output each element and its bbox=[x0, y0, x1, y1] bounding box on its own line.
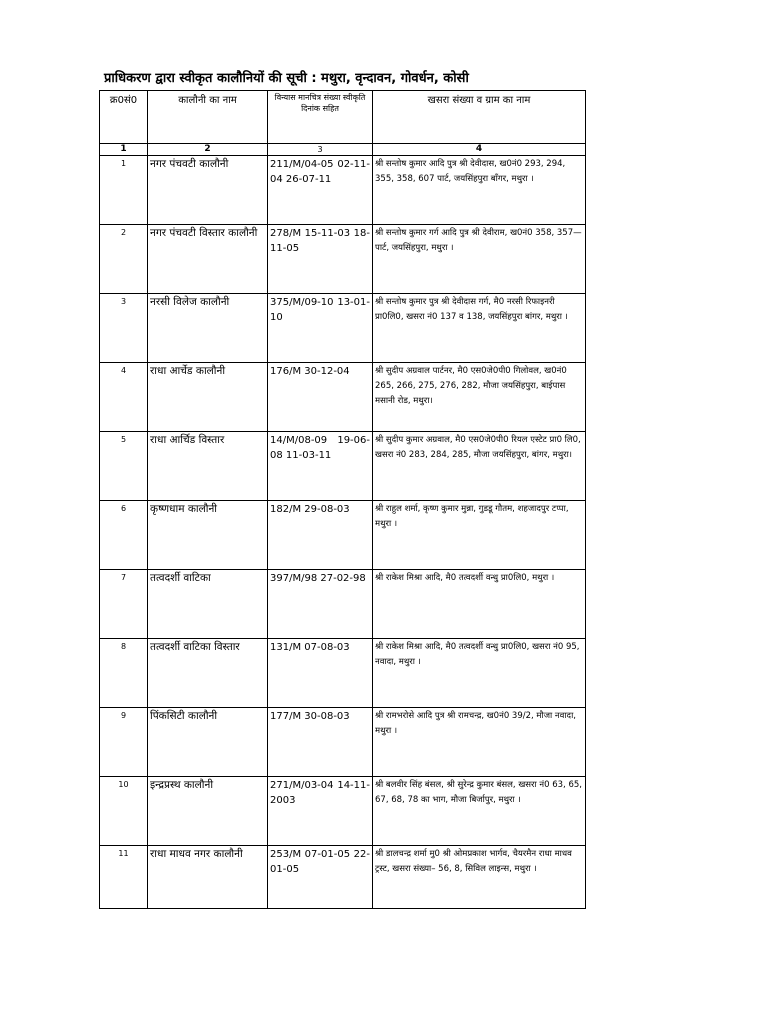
serial-number-cell: 8 bbox=[100, 639, 148, 708]
layout-approval-cell: 14/M/08-09 19-06-08 11-03-11 bbox=[268, 432, 373, 501]
column-number: 4 bbox=[373, 144, 586, 156]
page-title: प्राधिकरण द्वारा स्वीकृत कालौनियों की सूची : मथुरा, वृन्दावन, गोवर्धन, कोसी bbox=[104, 71, 469, 86]
column-number: 1 bbox=[100, 144, 148, 156]
column-number: 3 bbox=[268, 144, 373, 156]
header-khasra: खसरा संख्या व ग्राम का नाम bbox=[373, 91, 586, 144]
colony-name-cell: नरसी विलेज कालौनी bbox=[148, 294, 268, 363]
layout-approval-cell: 278/M 15-11-03 18-11-05 bbox=[268, 225, 373, 294]
table-row bbox=[100, 225, 586, 294]
khasra-village-cell: श्री राहुल शर्मा, कृष्ण कुमार मुन्ना, गुडडू गौतम, शहजादपुर टप्पा, मथुरा । bbox=[373, 501, 586, 570]
layout-approval-cell: 177/M 30-08-03 bbox=[268, 708, 373, 777]
colony-name-cell: राधा माधव नगर कालौनी bbox=[148, 846, 268, 909]
header-layout: विन्यास मानचित्र संख्या स्वीकृति दिनांक सहित bbox=[268, 91, 373, 144]
table-row bbox=[100, 363, 586, 432]
column-number-row bbox=[100, 144, 586, 156]
serial-number-cell: 9 bbox=[100, 708, 148, 777]
layout-approval-cell: 397/M/98 27-02-98 bbox=[268, 570, 373, 639]
table-row bbox=[100, 708, 586, 777]
colony-name-cell: कृष्णधाम कालौनी bbox=[148, 501, 268, 570]
colony-name-cell: राधा आर्चेड कालौनी bbox=[148, 363, 268, 432]
layout-approval-cell: 375/M/09-10 13-01-10 bbox=[268, 294, 373, 363]
khasra-village-cell: श्री सुदीप अग्रवाल पार्टनर, मै0 एस0जे0पी0 गिलोवल, ख0नं0 265, 266, 275, 276, 282, मौजा जयसिंहपुरा, बाईपास मसानी रोड, मथुरा। bbox=[373, 363, 586, 432]
layout-approval-cell: 271/M/03-04 14-11-2003 bbox=[268, 777, 373, 846]
khasra-village-cell: श्री राकेश मिश्रा आदि, मै0 तत्वदर्शी वन्धु प्रा0लि0, मथुरा । bbox=[373, 570, 586, 639]
serial-number-cell: 7 bbox=[100, 570, 148, 639]
khasra-village-cell: श्री सन्तोष कुमार गर्ग आदि पुत्र श्री देवीराम, ख0नं0 358, 357—पार्ट, जयसिंहपुरा, मथुरा । bbox=[373, 225, 586, 294]
khasra-village-cell: श्री राकेश मिश्रा आदि, मै0 तत्वदर्शी वन्धु प्रा0लि0, खसरा नं0 95, नवादा, मथुरा । bbox=[373, 639, 586, 708]
column-number: 2 bbox=[148, 144, 268, 156]
colony-name-cell: तत्वदर्शी वाटिका विस्तार bbox=[148, 639, 268, 708]
colony-name-cell: पिंकसिटी कालौनी bbox=[148, 708, 268, 777]
table-row bbox=[100, 846, 586, 909]
serial-number-cell: 10 bbox=[100, 777, 148, 846]
table-row bbox=[100, 639, 586, 708]
layout-approval-cell: 211/M/04-05 02-11-04 26-07-11 bbox=[268, 156, 373, 225]
header-row bbox=[100, 91, 586, 144]
khasra-village-cell: श्री सन्तोष कुमार आदि पुत्र श्री देवीदास, ख0नं0 293, 294, 355, 358, 607 पार्ट, जयसिंहपुरा बॉंगर, मथुरा । bbox=[373, 156, 586, 225]
header-name: कालौनी का नाम bbox=[148, 91, 268, 144]
table-row bbox=[100, 432, 586, 501]
serial-number-cell: 2 bbox=[100, 225, 148, 294]
table-row bbox=[100, 156, 586, 225]
header-sno: क्र0सं0 bbox=[100, 91, 148, 144]
table-row bbox=[100, 294, 586, 363]
serial-number-cell: 4 bbox=[100, 363, 148, 432]
layout-approval-cell: 253/M 07-01-05 22-01-05 bbox=[268, 846, 373, 909]
colony-name-cell: नगर पंचवटी विस्तार कालौनी bbox=[148, 225, 268, 294]
colony-name-cell: तत्वदर्शी वाटिका bbox=[148, 570, 268, 639]
table-row bbox=[100, 501, 586, 570]
table-row bbox=[100, 777, 586, 846]
khasra-village-cell: श्री सन्तोष कुमार पुत्र श्री देवीदास गर्ग, मै0 नरसी रिफाइनरी प्रा0लि0, खसरा नं0 137 व 138, जयसिंहपुरा बांगर, मथुरा । bbox=[373, 294, 586, 363]
khasra-village-cell: श्री बलवीर सिंह बंसल, श्री सुरेन्द्र कुमार बंसल, खसरा नं0 63, 65, 67, 68, 78 का भाग, मौजा बिर्जापुर, मथुरा । bbox=[373, 777, 586, 846]
khasra-village-cell: श्री सुदीप कुमार अग्रवाल, मै0 एस0जे0पी0 रियल एस्टेट प्रा0 लि0, खसरा नं0 283, 284, 285, मौजा जयसिंहपुरा, बांगर, मथुरा। bbox=[373, 432, 586, 501]
layout-approval-cell: 176/M 30-12-04 bbox=[268, 363, 373, 432]
serial-number-cell: 5 bbox=[100, 432, 148, 501]
khasra-village-cell: श्री रामभरोसे आदि पुत्र श्री रामचन्द्र, ख0नं0 39/2, मौजा नवादा, मथुरा । bbox=[373, 708, 586, 777]
serial-number-cell: 6 bbox=[100, 501, 148, 570]
table-row bbox=[100, 570, 586, 639]
khasra-village-cell: श्री डालचन्द्र शर्मा मु0 श्री ओमप्रकाश भार्गव, चैयरमैन राधा माधव ट्रस्ट, खसरा संख्या– 56, 8, सिविल लाइन्स, मथुरा । bbox=[373, 846, 586, 909]
colony-name-cell: नगर पंचवटी कालौनी bbox=[148, 156, 268, 225]
colony-name-cell: इन्द्रप्रस्थ कालौनी bbox=[148, 777, 268, 846]
layout-approval-cell: 131/M 07-08-03 bbox=[268, 639, 373, 708]
colony-name-cell: राधा आर्चिड विस्तार bbox=[148, 432, 268, 501]
serial-number-cell: 11 bbox=[100, 846, 148, 909]
colonies-table bbox=[99, 90, 586, 909]
layout-approval-cell: 182/M 29-08-03 bbox=[268, 501, 373, 570]
serial-number-cell: 3 bbox=[100, 294, 148, 363]
serial-number-cell: 1 bbox=[100, 156, 148, 225]
